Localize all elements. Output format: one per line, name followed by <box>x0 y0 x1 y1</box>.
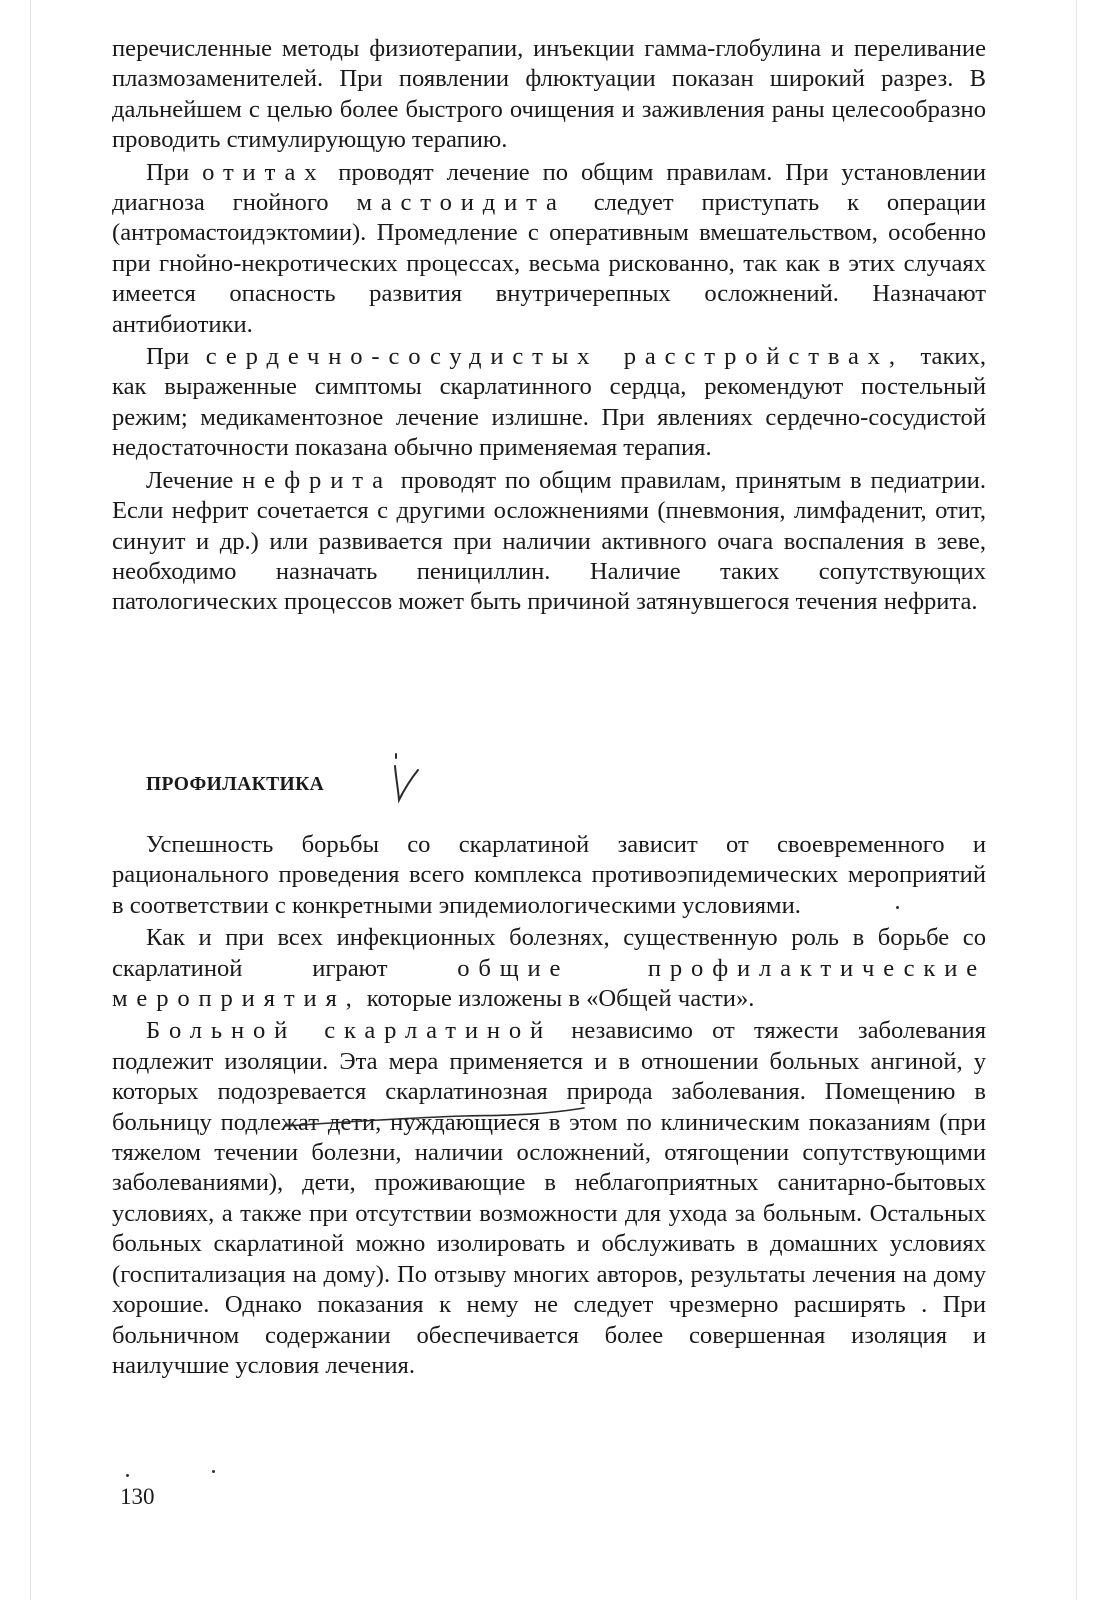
paragraph-text: перечисленные методы физиотерапии, инъекции гамма-глобулина и переливание плазмозаменителей. При появлении флюктуации показан широкий разрез. В дальнейшем с целью более быстрого очищения и заживления раны целесообразно проводить стимулирующую терапию. <box>112 35 986 154</box>
paragraph-p1 <box>112 34 986 156</box>
section-heading: ПРОФИЛАКТИКА <box>146 774 325 795</box>
paragraph-text: которые изложены в «Общей части». <box>360 985 755 1013</box>
page-number: 130 <box>120 1484 155 1509</box>
paragraph-text: следует приступать к операции (антромастоидэктомии). Промедление с оперативным вмешательством, особенно при гнойно-некротических процессах, весьма рискованно, так как в этих случаях имеется опасность развития внутричерепных осложнений. Назначают антибиотики. <box>112 189 986 338</box>
spaced-term: отитах <box>202 158 326 186</box>
spaced-term: Больной скарлатиной <box>146 1017 553 1045</box>
page-edge-left <box>30 0 31 1600</box>
paragraph-p7 <box>112 1016 986 1381</box>
body-text-top <box>112 34 986 620</box>
paragraph-text: Как и при всех инфекционных болезнях, существенную роль в борьбе со скарлатиной играют <box>112 924 986 982</box>
paragraph-text: При <box>146 343 206 371</box>
paragraph-text: Лечение <box>146 466 243 494</box>
spaced-term: сердечно-сосудистых расстройствах, <box>205 343 904 371</box>
paragraph-p2 <box>112 158 986 340</box>
stray-dot <box>896 906 899 909</box>
spaced-term: общие профилактические мероприятия, <box>112 954 986 1013</box>
paragraph-p6 <box>112 923 986 1014</box>
paragraph-p5 <box>112 830 986 921</box>
paragraph-text: При <box>146 158 203 186</box>
handwritten-check-mark <box>386 750 426 808</box>
paragraph-p3 <box>112 342 986 464</box>
paragraph-text: проводят по общим правилам, принятым в педиатрии. Если нефрит сочетается с другими осложнениями (пневмония, лимфаденит, отит, синуит и др.) или развивается при наличии активного очага воспаления в зеве, необходимо назначать пенициллин. Наличие таких сопутствующих патологических процессов может быть причиной затянувшегося течения нефрита. <box>112 466 986 616</box>
stray-dot <box>126 1474 129 1477</box>
page-edge-right <box>1076 0 1077 1600</box>
stray-dot <box>212 1470 215 1473</box>
paragraph-text: независимо от тяжести заболевания подлежит изоляции. Эта мера применяется и в отношении больных ангиной, у которых подозревается скарлатинозная природа заболевания. Помещению в больницу подлежат дети, нуждающиеся в этом по клиническим показаниям (при тяжелом течении болезни, наличии осложнений, отягощении сопутствующими заболеваниями), дети, проживающие в неблагоприятных санитарно-бытовых условиях, а также при отсутствии возможности для ухода за больным. Остальных больных скарлатиной можно изолировать и обслуживать в домашних условиях (госпитализация на дому). По отзыву многих авторов, результаты лечения на дому хорошие. Однако показания к нему не следует чрезмерно расширять . При больничном содержании обеспечивается более совершенная изоляция и наилучшие условия лечения. <box>112 1017 987 1379</box>
paragraph-text: проводят лечение по общим правилам. При установлении диагноза гнойного <box>112 158 986 217</box>
paragraph-text: таких, как выраженные симптомы скарлатинного сердца, рекомендуют постельный режим; медикаментозное лечение излишне. При явлениях сердечно-сосудистой недостаточности показана обычно применяемая терапия. <box>112 343 986 462</box>
spaced-term: мастоидита <box>356 189 566 217</box>
paragraph-p4 <box>112 466 986 618</box>
paragraph-text: Успешность борьбы со скарлатиной зависит от своевременного и рационального проведения всего комплекса противоэпидемических мероприятий в соответствии с конкретными эпидемиологическими условиями. <box>112 831 986 919</box>
spaced-term: нефрита <box>242 466 392 494</box>
handwritten-underline <box>284 1098 594 1138</box>
